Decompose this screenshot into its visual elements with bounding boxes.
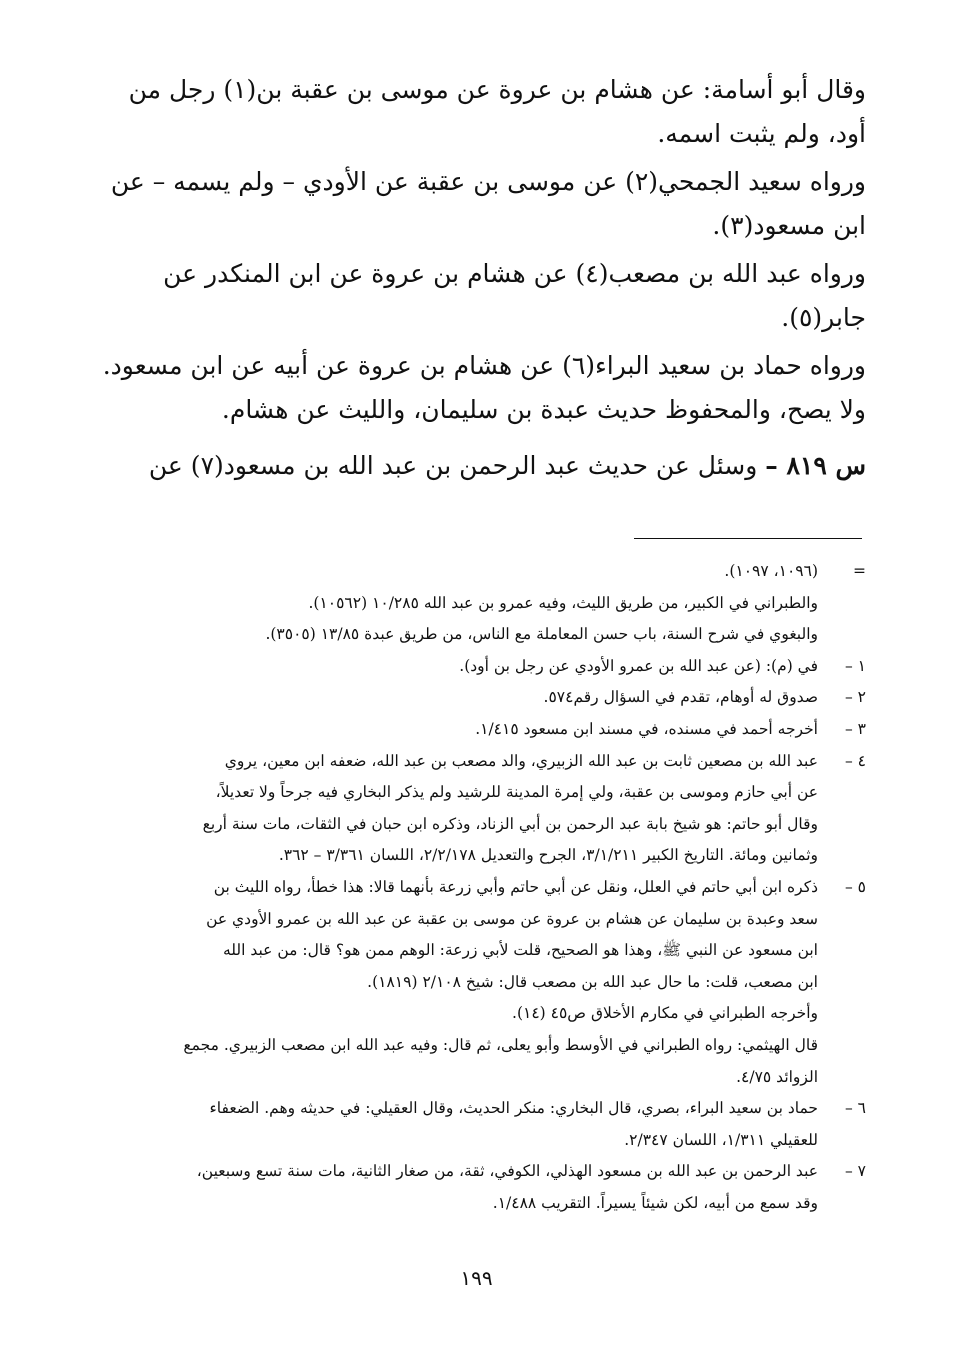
main-line: وقال أبو أسامة: عن هشام بن عروة عن موسى بن عقبة بن(١) رجل من bbox=[128, 75, 866, 104]
footnote-line bbox=[150, 809, 866, 841]
footnote-line bbox=[150, 746, 866, 778]
footnote-line bbox=[150, 840, 866, 872]
footnote-line bbox=[150, 967, 866, 999]
footnote-line bbox=[150, 1062, 866, 1094]
footnote-marker: ٧ – bbox=[844, 1162, 866, 1181]
main-line: ولا يصح، والمحفوظ حديث عبدة بن سليمان، والليث عن هشام. bbox=[221, 395, 866, 424]
footnote-text: وأخرجه الطبراني في مكارم الأخلاق ص٤٥ (١٤). bbox=[512, 1004, 818, 1023]
footnote-text: ابن مسعود عن النبي ﷺ، وهذا هو الصحيح، قلت لأبي زرعة: الوهم ممن هو؟ قال: من عبد الله bbox=[222, 941, 818, 960]
footnotes bbox=[150, 556, 866, 1219]
main-line: أود، ولم يثبت اسمه. bbox=[657, 119, 866, 148]
footnote-marker: ١ – bbox=[844, 656, 866, 675]
question-number: س ٨١٩ – bbox=[765, 451, 866, 480]
footnote-line bbox=[150, 935, 866, 967]
footnote-line bbox=[150, 619, 866, 651]
footnote-text: والبغوي في شرح السنة، باب حسن المعاملة مع الناس، من طريق عبدة ١٣/٨٥ (٣٥٠٥). bbox=[265, 625, 818, 644]
question-text: وسئل عن حديث عبد الرحمن بن عبد الله بن مسعود(٧) عن bbox=[148, 451, 758, 480]
footnote-line bbox=[150, 872, 866, 904]
footnote-marker: ٥ – bbox=[844, 877, 866, 896]
footnote-marker: ٦ – bbox=[844, 1099, 866, 1118]
footnote-text: (١٠٩٦، ١٠٩٧). bbox=[724, 562, 818, 580]
footnote-text: والطبراني في الكبير، من طريق الليث، وفيه عمرو بن عبد الله ١٠/٢٨٥ (١٠٥٦٢). bbox=[308, 593, 818, 612]
footnote-line bbox=[150, 682, 866, 714]
main-line: ابن مسعود(٣). bbox=[712, 211, 866, 240]
footnote-text: أخرجه أحمد في مسنده، في مسند ابن مسعود ١/٤١٥. bbox=[475, 719, 818, 738]
main-line: ورواه سعيد الجمحي(٢) عن موسى بن عقبة عن الأودي – ولم يسمه – عن bbox=[110, 167, 866, 196]
footnote-marker: = bbox=[853, 562, 866, 580]
footnote-line bbox=[150, 1188, 866, 1220]
main-line: ورواه حماد بن سعيد البراء(٦) عن هشام بن عروة عن أبيه عن ابن مسعود. bbox=[102, 351, 866, 380]
footnote-marker: ٢ – bbox=[844, 688, 866, 707]
footnote-text: الزوائد ٤/٧٥. bbox=[736, 1067, 818, 1086]
footnote-line bbox=[150, 714, 866, 746]
footnote-text: حماد بن سعيد البراء، بصري، قال البخاري: منكر الحديث، وقال العقيلي: في حديثه وهم. الضعفاء bbox=[209, 1099, 818, 1118]
main-text bbox=[102, 68, 866, 488]
footnote-text: ذكره ابن أبي حاتم في العلل، ونقل عن أبي حاتم وأبي زرعة بأنهما قالا: هذا خطأ، رواه الليث بن bbox=[213, 877, 818, 896]
footnote-separator bbox=[634, 538, 862, 539]
question-line bbox=[150, 444, 866, 488]
footnote-text: عبد الله بن مصعين ثابت بن عبد الله الزبيري، والد مصعب بن عبد الله، ضعفه ابن معين، يروي bbox=[224, 751, 818, 770]
footnote-marker: ٣ – bbox=[844, 719, 866, 738]
footnote-text: سعد وعبدة بن سليمان عن هشام بن عروة عن موسى بن عقبة عن عبد الله بن عمرو الأودي عن bbox=[206, 909, 818, 928]
main-line: ورواه عبد الله بن مصعب(٤) عن هشام بن عروة عن ابن المنكدر عن bbox=[163, 259, 866, 288]
footnote-text: للعقيلي ١/٣١١، اللسان ٢/٣٤٧. bbox=[624, 1130, 818, 1149]
footnote-text: صدوق له أوهام، تقدم في السؤال رقم٥٧٤. bbox=[543, 688, 818, 707]
page-number: ١٩٩ bbox=[460, 1266, 493, 1290]
footnote-line bbox=[150, 651, 866, 683]
footnote-line bbox=[150, 1093, 866, 1125]
footnote-text: قال الهيثمي: رواه الطبراني في الأوسط وأبو يعلى، ثم قال: وفيه عبد الله ابن مصعب الزبيري. مجمع bbox=[183, 1035, 818, 1054]
footnote-line bbox=[150, 998, 866, 1030]
footnote-marker: ٤ – bbox=[844, 751, 866, 770]
footnote-text: وقال أبو حاتم: هو شيخ بابة عبد الرحمن بن أبي الزناد، وذكره ابن حبان في الثقات، مات سنة أربع bbox=[202, 814, 818, 833]
footnote-line bbox=[150, 556, 866, 588]
footnote-text: ابن مصعب، قلت: ما حال عبد الله بن مصعب قال: شيخ ٢/١٠٨ (١٨١٩). bbox=[367, 972, 818, 991]
footnote-line bbox=[150, 588, 866, 620]
footnote-text: عبد الرحمن بن عبد الله بن مسعود الهذلي، الكوفي، ثقة، من صغار الثانية، مات سنة تسع وسبعين، bbox=[196, 1162, 818, 1181]
footnote-line bbox=[150, 1156, 866, 1188]
footnote-line bbox=[150, 904, 866, 936]
footnote-text: وقد سمع من أبيه، لكن شيئاً يسيراً. التقريب ١/٤٨٨. bbox=[492, 1193, 818, 1212]
main-line: جابر(٥). bbox=[781, 303, 866, 332]
footnote-text: عن أبي حازم وموسى بن عقبة، ولي إمرة المدينة للرشيد ولم يذكر البخاري فيه جرحاً ولا تعديلاً، bbox=[215, 783, 818, 802]
footnote-text: وثمانين ومائة. التاريخ الكبير ٣/١/٢١١، الجرح والتعديل ٢/٢/١٧٨، اللسان ٣/٣٦١ – ٣٦٢. bbox=[278, 846, 818, 865]
footnote-line bbox=[150, 777, 866, 809]
footnote-line bbox=[150, 1030, 866, 1062]
footnote-line bbox=[150, 1125, 866, 1157]
footnote-text: في (م): (عن عبد الله بن عمرو الأودي عن رجل بن أود). bbox=[459, 656, 818, 675]
